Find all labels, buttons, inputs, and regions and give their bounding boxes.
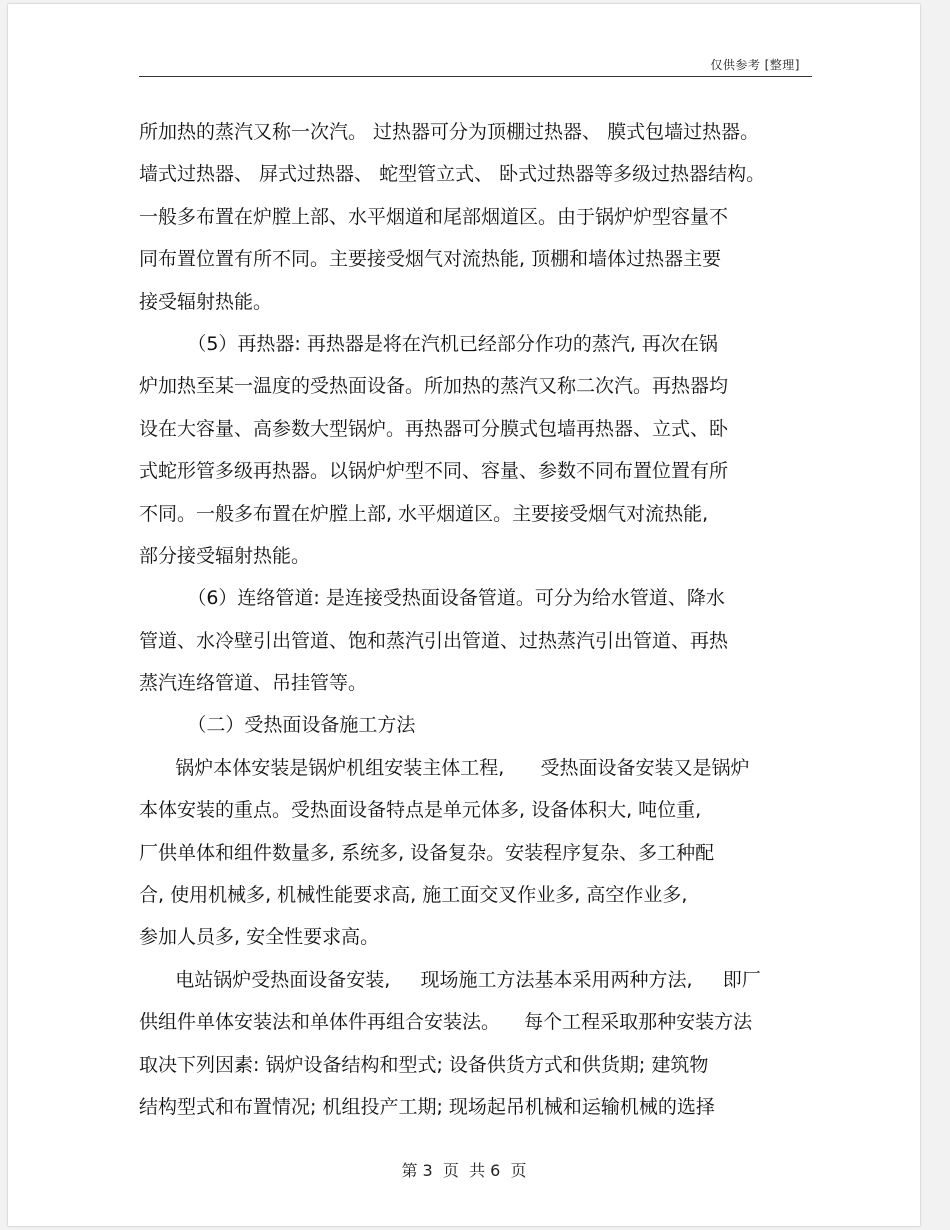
text-line: 一般多布置在炉膛上部、水平烟道和尾部烟道区。由于锅炉炉型容量不 — [139, 205, 729, 228]
text-line: 参加人员多, 安全性要求高。 — [139, 926, 380, 949]
text-line: 部分接受辐射热能。 — [139, 544, 311, 567]
text-line: 墙式过热器、 屏式过热器、 蛇型管立式、 卧式过热器等多级过热器结构。 — [139, 163, 766, 186]
text-line: （5）再热器: 再热器是将在汽机已经部分作功的蒸汽, 再次在锅 — [139, 332, 718, 355]
text-line: 设在大容量、高参数大型锅炉。再热器可分膜式包墙再热器、立式、卧 — [139, 417, 729, 440]
text-line: 电站锅炉受热面设备安装, 现场施工方法基本采用两种方法, 即厂 — [139, 968, 761, 991]
text-line: 式蛇形管多级再热器。以锅炉炉型不同、容量、参数不同布置位置有所 — [139, 460, 729, 483]
text-line: 炉加热至某一温度的受热面设备。所加热的蒸汽又称二次汽。再热器均 — [139, 375, 729, 398]
text-line: 合, 使用机械多, 机械性能要求高, 施工面交叉作业多, 高空作业多, — [139, 884, 688, 907]
text-line: 本体安装的重点。受热面设备特点是单元体多, 设备体积大, 吨位重, — [139, 799, 702, 822]
text-line: （6）连络管道: 是连接受热面设备管道。可分为给水管道、降水 — [139, 587, 725, 610]
text-line: 接受辐射热能。 — [139, 290, 273, 313]
document-page — [8, 4, 920, 1226]
page-footer: 第 3 页 共 6 页 — [401, 1161, 527, 1180]
text-line: （二）受热面设备施工方法 — [139, 714, 416, 737]
text-line: 不同。一般多布置在炉膛上部, 水平烟道区。主要接受烟气对流热能, — [139, 502, 709, 525]
text-line: 结构型式和布置情况; 机组投产工期; 现场起吊机械和运输机械的选择 — [139, 1095, 715, 1118]
text-line: 蒸汽连络管道、吊挂管等。 — [139, 672, 368, 695]
text-line: 同布置位置有所不同。主要接受烟气对流热能, 顶棚和墙体过热器主要 — [139, 248, 722, 271]
text-line: 供组件单体安装法和单体件再组合安装法。 每个工程采取那种安装方法 — [139, 1011, 753, 1034]
page-header: 仅供参考 [整理] — [710, 58, 800, 72]
body-text — [139, 111, 819, 1128]
text-line: 所加热的蒸汽又称一次汽。 过热器可分为顶棚过热器、 膜式包墙过热器。 — [139, 121, 760, 143]
text-line: 锅炉本体安装是锅炉机组安装主体工程, 受热面设备安装又是锅炉 — [139, 756, 750, 779]
text-line: 取决下列因素: 锅炉设备结构和型式; 设备供货方式和供货期; 建筑物 — [139, 1053, 709, 1076]
header-divider — [139, 76, 812, 77]
text-line: 管道、水冷壁引出管道、饱和蒸汽引出管道、过热蒸汽引出管道、再热 — [139, 629, 729, 652]
text-line: 厂供单体和组件数量多, 系统多, 设备复杂。安装程序复杂、多工种配 — [139, 841, 715, 864]
